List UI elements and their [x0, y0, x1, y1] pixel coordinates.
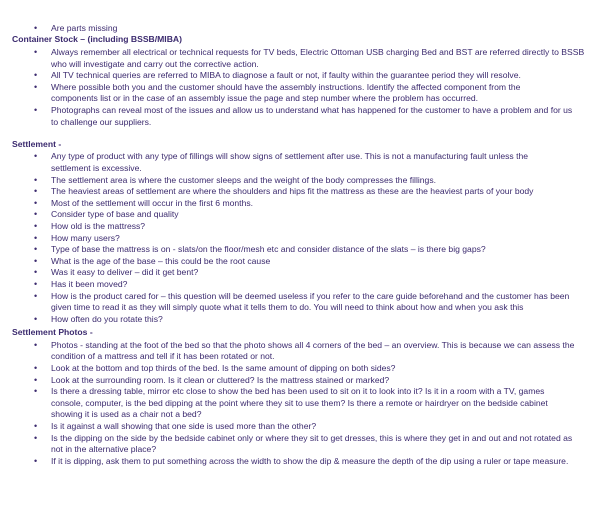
- list-item-line: Where possible both you and the customer should have the assembly instructions. Identify the affected component from the: [51, 81, 521, 92]
- list-item-line: Is it against a wall showing that one side is used more than the other?: [51, 421, 317, 431]
- list-item-line: Look at the surrounding room. Is it clean or cluttered? Is the mattress stained or marked?: [51, 374, 390, 385]
- list-item-line: Any type of product with any type of fillings will show signs of settlement after use. This is not a manufacturing fault unless the: [51, 151, 529, 162]
- bullet-marker: •: [34, 209, 38, 220]
- bullet-marker: •: [34, 290, 38, 301]
- bullet-marker: •: [34, 244, 38, 255]
- list-item-line: Are parts missing: [51, 22, 118, 33]
- bullet-marker: •: [34, 46, 38, 57]
- bullet-marker: •: [34, 232, 38, 243]
- bullet-marker: •: [34, 313, 38, 324]
- list-item-line: Look at the bottom and top thirds of the bed. Is the same amount of dipping on both sides?: [51, 363, 396, 373]
- bullet-marker: •: [34, 432, 38, 443]
- bullet-marker: •: [34, 279, 38, 289]
- bullet-marker: •: [34, 197, 38, 208]
- list-item-line: Is there a dressing table, mirror etc close to show the bed has been used to sit on it to look into it? Is it in a room with a TV, games: [51, 386, 545, 397]
- bullet-marker: •: [34, 70, 38, 81]
- list-item-line: What is the age of the base – this could be the root cause: [51, 255, 271, 266]
- list-item-line: Is the dipping on the side by the bedside cabinet only or where they sit to get dresses, this is where they get in and out and not rotated as: [51, 432, 573, 443]
- list-item-line: Has it been moved?: [51, 279, 128, 289]
- list-item-line: Most of the settlement will occur in the first 6 months.: [51, 197, 254, 208]
- list-item-line: showing it is used as a chair not a bed?: [51, 409, 202, 420]
- list-item-line: How is the product cared for – this question will be deemed useless if you refer to the care guide beforehand and the customer has been: [51, 290, 570, 301]
- list-item-line: Photographs can reveal most of the issues and allow us to understand what has happened for the customer to have a problem and for us: [51, 104, 573, 115]
- bullet-marker: •: [34, 386, 38, 397]
- list-item-line: console, computer, is the bed dipping at the point where they sit to use them? Is there a remote or hairdryer on the bedside cabinet: [51, 397, 548, 408]
- list-item-line: How often do you rotate this?: [51, 313, 163, 324]
- bullet-marker: •: [34, 81, 38, 92]
- bullet-marker: •: [34, 22, 38, 33]
- list-item-line: Photos - standing at the foot of the bed so that the photo shows all 4 corners of the bed – an overview. This is because we can assess the: [51, 339, 575, 350]
- bullet-marker: •: [34, 421, 38, 431]
- bullet-marker: •: [34, 363, 38, 373]
- bullet-marker: •: [34, 174, 38, 185]
- list-item-line: How many users?: [51, 232, 120, 243]
- section-heading: Settlement -: [12, 138, 62, 149]
- list-item-line: components list or in the case of an assembly issue the page and step number where the problem has occurred.: [51, 93, 479, 104]
- list-item-line: Consider type of base and quality: [51, 209, 179, 220]
- bullet-marker: •: [34, 255, 38, 266]
- bullet-marker: •: [34, 186, 38, 197]
- bullet-marker: •: [34, 267, 38, 278]
- list-item-line: given time to read it as they will simply quote what it tells them to do. You will need to think about how and when you ask this: [51, 302, 524, 313]
- list-item-line: to challenge our suppliers.: [51, 116, 152, 127]
- bullet-marker: •: [34, 374, 38, 385]
- list-item-line: Was it easy to deliver – did it get bent?: [51, 267, 199, 278]
- section-heading: Settlement Photos -: [12, 327, 93, 337]
- list-item-line: who will investigate and carry out the corrective action.: [51, 58, 259, 69]
- list-item-line: If it is dipping, ask them to put something across the width to show the dip & measure the depth of the dip using a ruler or tape measure.: [51, 455, 569, 466]
- bullet-marker: •: [34, 339, 38, 350]
- list-item-line: not in the alternative place?: [51, 444, 157, 455]
- list-item-line: Type of base the mattress is on - slats/on the floor/mesh etc and consider distance of the slats – is there big gaps?: [51, 244, 486, 255]
- section-heading: Container Stock – (including BSSB/MIBA): [12, 34, 182, 45]
- list-item-line: The settlement area is where the customer sleeps and the weight of the body compresses the fillings.: [51, 174, 437, 185]
- bullet-marker: •: [34, 104, 38, 115]
- list-item-line: settlement is excessive.: [51, 163, 142, 173]
- bullet-marker: •: [34, 151, 38, 162]
- list-item-line: All TV technical queries are referred to MIBA to diagnose a fault or not, if faulty within the guarantee period they will resolve.: [51, 70, 521, 81]
- bullet-marker: •: [34, 221, 38, 231]
- list-item-line: The heaviest areas of settlement are where the shoulders and hips fit the mattress as these are the heaviest parts of your body: [51, 186, 534, 197]
- list-item-line: How old is the mattress?: [51, 221, 146, 231]
- bullet-marker: •: [34, 455, 38, 466]
- list-item-line: condition of a mattress and tell if it has been rotated or not.: [51, 351, 275, 362]
- list-item-line: Always remember all electrical or technical requests for TV beds, Electric Ottoman USB charging Bed and BST are referred directly to BSSB: [51, 46, 585, 57]
